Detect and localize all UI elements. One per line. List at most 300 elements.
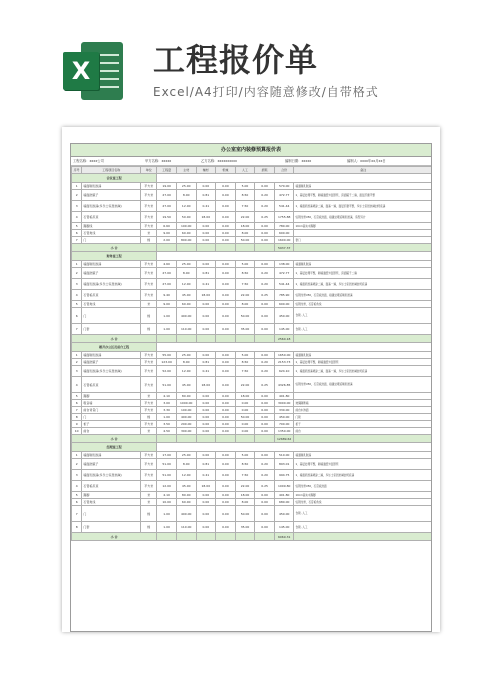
cell-labor: 7.50 [235, 470, 255, 481]
cell-loss: 0.20 [255, 268, 275, 279]
cell-mach: 0.00 [216, 359, 236, 366]
cell-aux: 0.00 [196, 499, 216, 506]
cell-aux: 0.00 [196, 492, 216, 499]
subtotal-blank [157, 244, 177, 252]
cell-name: 石膏角线 [82, 499, 141, 506]
subtotal-blank [255, 435, 275, 443]
cell-name: 墙面乳胶漆(多乐士家居抗碱) [82, 366, 141, 377]
cell-main: 1000.00 [176, 400, 196, 407]
cell-no: 5 [72, 492, 82, 499]
cell-loss: 0.00 [255, 237, 275, 244]
cell-labor: 5.00 [235, 452, 255, 459]
cell-mach: 0.00 [216, 352, 236, 359]
column-header: 工程项目名称 [82, 167, 141, 174]
cell-remark: 墙面刷乳胶漆 [294, 183, 432, 190]
cell-main: 25.00 [176, 352, 196, 359]
cell-aux: 0.00 [196, 308, 216, 324]
cell-no: 1 [72, 452, 82, 459]
cell-total: 450.00 [274, 414, 294, 421]
cell-loss: 0.25 [255, 377, 275, 393]
table-row [72, 352, 433, 359]
cell-name: 墙面批腻子 [82, 359, 141, 366]
project-info-field: 乙方名称：xxxxxxxxxx [201, 159, 237, 163]
cell-mach: 0.00 [216, 268, 236, 279]
cell-unit: 米 [141, 301, 157, 308]
table-row [72, 506, 433, 522]
cell-mach: 0.00 [216, 279, 236, 290]
cell-main: 200.00 [176, 421, 196, 428]
cell-main: 100.00 [176, 407, 196, 414]
cell-qty: 1.00 [157, 522, 177, 533]
cell-qty: 2.00 [157, 237, 177, 244]
cell-labor: 50.00 [235, 506, 255, 522]
subtotal-blank [157, 335, 177, 343]
cell-labor: 8.50 [235, 268, 255, 279]
cell-loss: 0.00 [255, 393, 275, 400]
column-header: 工程量 [157, 167, 177, 174]
cell-labor: 7.50 [235, 279, 255, 290]
table-row [72, 261, 433, 268]
excel-icon [63, 42, 123, 100]
cell-aux: 0.00 [196, 301, 216, 308]
cell-total: 541.44 [274, 201, 294, 212]
cell-labor: 22.00 [235, 481, 255, 492]
subtotal-value: 2560.18 [274, 335, 294, 343]
cell-main: 8.00 [176, 268, 196, 279]
cell-main: 400.00 [176, 308, 196, 324]
cell-main: 60.00 [176, 301, 196, 308]
cell-name: 墙面刷乳胶漆 [82, 352, 141, 359]
cell-main: 45.00 [176, 290, 196, 301]
cell-no: 4 [72, 377, 82, 393]
cell-labor: 50.00 [235, 237, 255, 244]
cell-name: 石膏板吊顶 [82, 481, 141, 492]
cell-unit: 平方米 [141, 183, 157, 190]
cell-aux: 0.00 [196, 261, 216, 268]
cell-remark: 轻钢龙骨U50，石膏板封面，接缝处理后刷乳胶漆 [294, 377, 432, 393]
subtotal-blank [157, 435, 177, 443]
cell-mach: 0.00 [216, 506, 236, 522]
cell-total: 138.00 [274, 261, 294, 268]
cell-total: 994.75 [274, 470, 294, 481]
cell-mach: 0.00 [216, 492, 236, 499]
cell-mach: 0.00 [216, 428, 236, 435]
table-row [72, 366, 433, 377]
cell-mach: 0.00 [216, 459, 236, 470]
section-header-row [72, 443, 433, 452]
column-header: 机械 [216, 167, 236, 174]
section-filler [157, 174, 432, 183]
table-row [72, 400, 433, 407]
cell-no: 3 [72, 366, 82, 377]
cell-unit: 平方米 [141, 400, 157, 407]
section-filler [157, 252, 432, 261]
cell-qty: 27.00 [157, 279, 177, 290]
cell-name: 门 [82, 308, 141, 324]
spreadsheet-preview [62, 127, 440, 632]
subtotal-blank [196, 335, 216, 343]
cell-no: 10 [72, 428, 82, 435]
cell-no: 9 [72, 421, 82, 428]
cell-total: 472.77 [274, 190, 294, 201]
cell-no: 3 [72, 201, 82, 212]
page-header [0, 0, 500, 115]
cell-total: 600.00 [274, 230, 294, 237]
cell-remark: 玻璃隔断墙 [294, 400, 432, 407]
cell-qty: 3.00 [157, 400, 177, 407]
subtotal-blank [235, 244, 255, 252]
column-header: 序号 [72, 167, 82, 174]
cell-loss: 0.00 [255, 301, 275, 308]
column-header: 合价 [274, 167, 294, 174]
table-row [72, 522, 433, 533]
cell-aux: 0.00 [196, 237, 216, 244]
cell-remark: 1、基层处理平整，刷墙面经外层原浆 [294, 459, 432, 470]
cell-main: 12.00 [176, 279, 196, 290]
cell-mach: 0.00 [216, 201, 236, 212]
subtotal-blank [176, 435, 196, 443]
cell-mach: 0.00 [216, 470, 236, 481]
cell-qty: 17.00 [157, 452, 177, 459]
cell-mach: 0.00 [216, 237, 236, 244]
cell-name: 门 [82, 237, 141, 244]
cell-aux: 0.41 [196, 470, 216, 481]
cell-mach: 0.00 [216, 290, 236, 301]
table-header-row [72, 167, 433, 174]
cell-no: 1 [72, 183, 82, 190]
cell-aux: 18.00 [196, 481, 216, 492]
table-row [72, 201, 433, 212]
cell-unit: 平方米 [141, 481, 157, 492]
cell-unit: 平方米 [141, 359, 157, 366]
cell-qty: 4.60 [157, 261, 177, 268]
cell-total: 1600.00 [274, 237, 294, 244]
cell-labor: 35.00 [235, 324, 255, 335]
table-row [72, 393, 433, 400]
subtotal-label: 小 计 [72, 244, 157, 252]
table-row [72, 268, 433, 279]
cell-no: 5 [72, 393, 82, 400]
cell-remark: 1、墙面乳胶漆喷涂二遍，面漆一遍，多乐士家居抗碱封闭底漆 [294, 366, 432, 377]
cell-mach: 0.00 [216, 421, 236, 428]
cell-no: 2 [72, 359, 82, 366]
cell-total: 541.44 [274, 279, 294, 290]
cell-aux: 0.41 [196, 366, 216, 377]
column-header: 损耗 [255, 167, 275, 174]
cell-name: 墙面批腻子 [82, 190, 141, 201]
cell-unit: 樘 [141, 308, 157, 324]
cell-total: 1650.00 [274, 352, 294, 359]
cell-main: 400.00 [176, 506, 196, 522]
cell-remark: 墙面刷乳胶漆 [294, 261, 432, 268]
table-row [72, 421, 433, 428]
cell-mach: 0.00 [216, 522, 236, 533]
cell-loss: 0.20 [255, 470, 275, 481]
cell-qty: 9.40 [157, 290, 177, 301]
cell-mach: 0.00 [216, 400, 236, 407]
cell-unit: 平方米 [141, 223, 157, 230]
cell-main: 50.00 [176, 212, 196, 223]
cell-unit: 平方米 [141, 201, 157, 212]
cell-total: 4326.85 [274, 377, 294, 393]
table-row [72, 212, 433, 223]
cell-name: 墙面刷乳胶漆 [82, 183, 141, 190]
column-header: 备注 [294, 167, 432, 174]
cell-unit: 樘 [141, 522, 157, 533]
cell-qty: 123.00 [157, 359, 177, 366]
cell-main: 110.00 [176, 324, 196, 335]
cell-aux: 0.00 [196, 522, 216, 533]
page-subtitle: Excel/A4打印/内容随意修改/自带格式 [153, 85, 379, 99]
cell-unit: 平方米 [141, 279, 157, 290]
cell-unit: 樘 [141, 414, 157, 421]
section-header-row [72, 343, 433, 352]
cell-no: 7 [72, 407, 82, 414]
cell-aux: 0.00 [196, 400, 216, 407]
cell-qty: 3.30 [157, 407, 177, 414]
cell-loss: 0.00 [255, 407, 275, 414]
cell-loss: 0.25 [255, 481, 275, 492]
cell-labor: 7.50 [235, 366, 255, 377]
cell-no: 4 [72, 290, 82, 301]
subtotal-row [72, 335, 433, 343]
cell-no: 1 [72, 261, 82, 268]
cell-mach: 0.00 [216, 261, 236, 268]
cell-name: 踢脚线 [82, 223, 141, 230]
cell-total: 2153.73 [274, 359, 294, 366]
cell-total: 785.90 [274, 290, 294, 301]
table-row [72, 237, 433, 244]
cell-no: 8 [72, 414, 82, 421]
cell-qty: 4.50 [157, 428, 177, 435]
cell-qty: 4.10 [157, 492, 177, 499]
cell-main: 60.00 [176, 499, 196, 506]
cell-name: 墙面乳胶漆(多乐士家居抗碱) [82, 201, 141, 212]
cell-aux: 0.41 [196, 279, 216, 290]
cell-name: 门套 [82, 522, 141, 533]
cell-mach: 0.00 [216, 393, 236, 400]
cell-name: 墙面刷乳胶漆 [82, 452, 141, 459]
table-row [72, 230, 433, 237]
cell-name: 门套 [82, 324, 141, 335]
subtotal-value: 5937.37 [274, 244, 294, 252]
subtotal-blank [196, 435, 216, 443]
cell-unit: 平方米 [141, 366, 157, 377]
cell-qty: 9.00 [157, 230, 177, 237]
cell-aux: 18.00 [196, 377, 216, 393]
cell-mach: 0.00 [216, 190, 236, 201]
project-info-row [71, 157, 431, 166]
cell-name: 墙面乳胶漆(多乐士家居抗碱) [82, 470, 141, 481]
table-row [72, 470, 433, 481]
cell-qty: 6.60 [157, 223, 177, 230]
subtotal-blank [216, 435, 236, 443]
cell-loss: 0.20 [255, 359, 275, 366]
section-title: 财务室工程 [72, 252, 157, 261]
cell-name: 石膏角线 [82, 230, 141, 237]
cell-labor: 8.50 [235, 190, 255, 201]
subtotal-row [72, 533, 433, 541]
subtotal-remark [294, 435, 432, 443]
subtotal-blank [176, 533, 196, 541]
cell-qty: 10.00 [157, 499, 177, 506]
cell-main: 8.00 [176, 359, 196, 366]
cell-remark: 含锁 ,人工 [294, 324, 432, 335]
section-title: 敞开办公区及前台工程 [72, 343, 157, 352]
cell-loss: 0.00 [255, 492, 275, 499]
cell-total: 1009.80 [274, 481, 294, 492]
cell-qty: 3.50 [157, 421, 177, 428]
cell-total: 3000.00 [274, 400, 294, 407]
cell-no: 3 [72, 470, 82, 481]
cell-name: 墙面批腻子 [82, 268, 141, 279]
subtotal-blank [216, 335, 236, 343]
cell-total: 450.00 [274, 308, 294, 324]
section-filler [157, 443, 432, 452]
document-title: 办公室室内装修预算报价表 [71, 144, 431, 157]
cell-main: 25.00 [176, 452, 196, 459]
cell-total: 680.00 [274, 499, 294, 506]
project-info-field: 编制日期：xxxxx [285, 159, 312, 163]
cell-remark: 轻钢龙骨U50，石膏板封面，接缝处理后刷乳胶漆，造型另计 [294, 212, 432, 223]
cell-no: 6 [72, 499, 82, 506]
cell-loss: 0.00 [255, 452, 275, 459]
cell-labor: 0.00 [235, 407, 255, 414]
cell-remark: 轻钢龙骨，石膏板角线 [294, 301, 432, 308]
cell-labor: 18.00 [235, 223, 255, 230]
cell-qty: 19.00 [157, 183, 177, 190]
cell-main: 12.00 [176, 201, 196, 212]
cell-remark: 10cm高实木踢脚 [294, 223, 432, 230]
cell-aux: 0.81 [196, 268, 216, 279]
cell-loss: 0.00 [255, 421, 275, 428]
cell-mach: 0.00 [216, 324, 236, 335]
cell-aux: 0.00 [196, 452, 216, 459]
cell-total: 145.00 [274, 324, 294, 335]
cell-name: 墙面乳胶漆(多乐士家居抗碱) [82, 279, 141, 290]
cell-loss: 0.20 [255, 201, 275, 212]
cell-total: 401.80 [274, 492, 294, 499]
cell-total: 401.80 [274, 393, 294, 400]
cell-qty: 52.00 [157, 366, 177, 377]
cell-unit: 米 [141, 492, 157, 499]
cell-qty: 51.00 [157, 377, 177, 393]
cell-loss: 0.00 [255, 352, 275, 359]
cell-mach: 0.00 [216, 407, 236, 414]
cell-unit: 樘 [141, 506, 157, 522]
cell-labor: 5.00 [235, 352, 255, 359]
subtotal-remark [294, 533, 432, 541]
cell-labor: 0.00 [235, 400, 255, 407]
cell-labor: 22.00 [235, 290, 255, 301]
subtotal-blank [216, 533, 236, 541]
subtotal-label: 小 计 [72, 435, 157, 443]
cell-main: 25.00 [176, 261, 196, 268]
cell-aux: 0.00 [196, 183, 216, 190]
table-row [72, 183, 433, 190]
cell-aux: 0.00 [196, 414, 216, 421]
cell-unit: 平方米 [141, 421, 157, 428]
cell-loss: 0.00 [255, 261, 275, 268]
cell-mach: 0.00 [216, 301, 236, 308]
subtotal-blank [235, 435, 255, 443]
cell-main: 80.00 [176, 492, 196, 499]
table-row [72, 459, 433, 470]
cell-remark: 1、墙面乳胶漆喷涂二遍，多乐士家居抗碱封闭底漆 [294, 470, 432, 481]
cell-aux: 0.00 [196, 407, 216, 414]
cell-remark: 含锁 ,人工 [294, 522, 432, 533]
cell-name: 踢脚 [82, 393, 141, 400]
subtotal-blank [255, 244, 275, 252]
subtotal-row [72, 244, 433, 252]
cell-remark: 轻钢龙骨U50，石膏板封面 [294, 481, 432, 492]
cell-labor: 5.00 [235, 183, 255, 190]
section-filler [157, 343, 432, 352]
subtotal-blank [255, 335, 275, 343]
cell-mach: 0.00 [216, 183, 236, 190]
cell-loss: 0.00 [255, 183, 275, 190]
cell-loss: 0.00 [255, 400, 275, 407]
subtotal-remark [294, 335, 432, 343]
cell-name: 前台背景门 [82, 407, 141, 414]
subtotal-blank [235, 533, 255, 541]
cell-main: 45.00 [176, 481, 196, 492]
cell-no: 6 [72, 308, 82, 324]
cell-name: 前台 [82, 428, 141, 435]
cell-loss: 0.00 [255, 414, 275, 421]
cell-remark: 1、墙面乳胶漆喷涂二遍，面漆一遍，多乐士家居抗碱封闭底漆 [294, 279, 432, 290]
table-row [72, 301, 433, 308]
cell-labor: 50.00 [235, 414, 255, 421]
cell-main: 45.00 [176, 377, 196, 393]
cell-remark: 套门 [294, 237, 432, 244]
cell-labor: 35.00 [235, 522, 255, 533]
cell-no: 8 [72, 522, 82, 533]
table-row [72, 428, 433, 435]
cell-unit: 平方米 [141, 268, 157, 279]
cell-loss: 0.00 [255, 522, 275, 533]
cell-aux: 0.00 [196, 230, 216, 237]
cell-main: 60.00 [176, 230, 196, 237]
cell-total: 330.00 [274, 407, 294, 414]
table-row [72, 452, 433, 459]
cell-remark: 10cm高实木踢脚 [294, 492, 432, 499]
cell-remark: 含锁 ,人工 [294, 308, 432, 324]
section-header-row [72, 252, 433, 261]
cell-remark: 含锁 ,人工 [294, 506, 432, 522]
cell-total: 600.00 [274, 301, 294, 308]
cell-aux: 0.81 [196, 190, 216, 201]
column-header: 单位 [141, 167, 157, 174]
project-info-field: 甲方名称：xxxxx [145, 159, 172, 163]
cell-no: 4 [72, 212, 82, 223]
cell-main: 25.00 [176, 183, 196, 190]
cell-labor: 0.00 [235, 421, 255, 428]
cell-main: 80.00 [176, 393, 196, 400]
subtotal-value: 6069.31 [274, 533, 294, 541]
cell-aux: 0.00 [196, 324, 216, 335]
subtotal-blank [176, 244, 196, 252]
section-title: 会议室工程 [72, 174, 157, 183]
cell-labor: 5.00 [235, 261, 255, 268]
cell-labor: 22.00 [235, 212, 255, 223]
cell-qty: 12.00 [157, 481, 177, 492]
cell-total: 624.10 [274, 366, 294, 377]
cell-name: 柜子 [82, 421, 141, 428]
cell-no: 3 [72, 279, 82, 290]
cell-no: 2 [72, 190, 82, 201]
cell-main: 8.00 [176, 190, 196, 201]
